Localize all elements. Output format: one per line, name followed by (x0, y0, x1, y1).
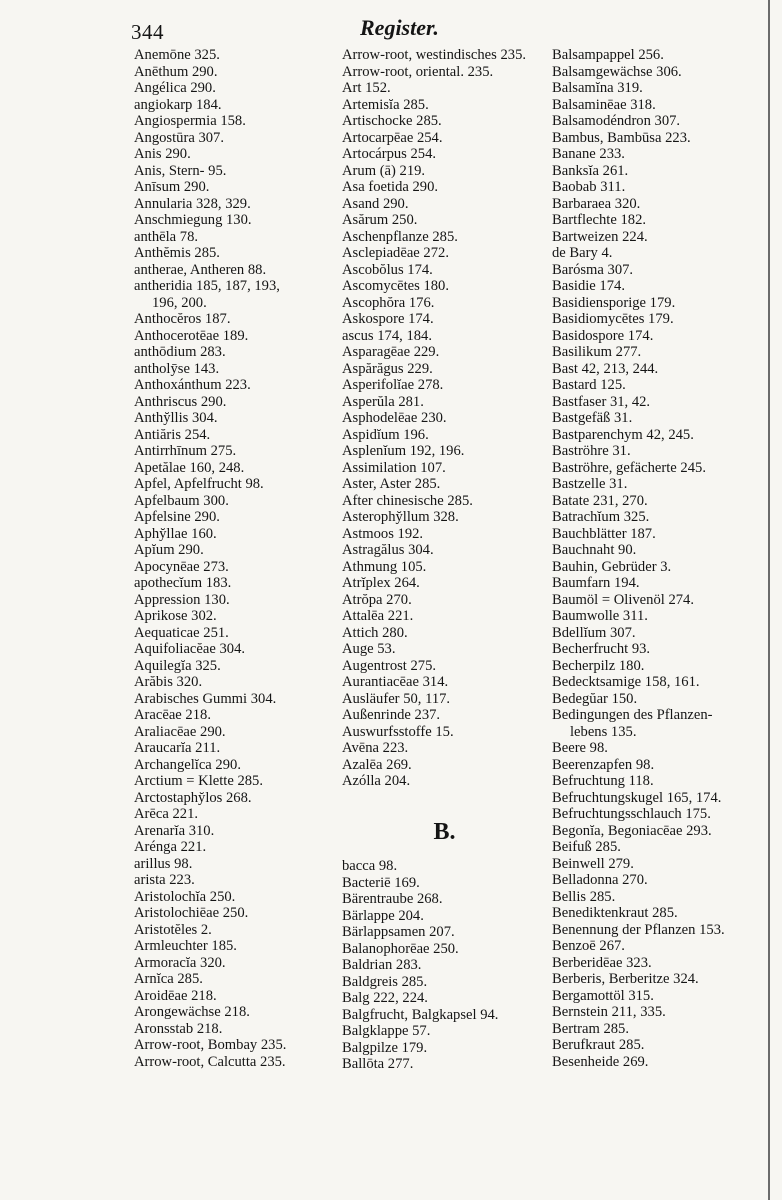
index-entry: Banane 233. (552, 146, 625, 162)
index-entry: Bastparenchym 42, 245. (552, 426, 694, 443)
index-entry: Besenheide 269. (552, 1053, 649, 1070)
index-entry: Balgpilze 179. (342, 1039, 428, 1056)
index-entry: Aspidĭum 196. (342, 426, 429, 443)
index-entry: Balsamodéndron 307. (552, 113, 681, 129)
index-entry: lebens 135. (570, 723, 637, 740)
index-entry: Aspărăgus 229. (342, 360, 433, 377)
index-entry: Asterophy̆llum 328. (342, 509, 459, 525)
index-entry: Befruchtung 118. (552, 773, 654, 789)
index-entry: Asand 290. (342, 195, 409, 212)
index-entry: Artemisĭa 285. (342, 96, 429, 113)
index-entry: arista 223. (134, 872, 195, 888)
index-entry: Bedingungen des Pflanzen- (552, 707, 713, 723)
index-entry: Basidie 174. (552, 278, 625, 294)
index-entry: Bastard 125. (552, 377, 626, 393)
index-entry: Aurantiacēae 314. (342, 674, 449, 690)
index-entry: Aprikose 302. (134, 608, 217, 624)
index-entry: Antirrhīnum 275. (134, 443, 237, 459)
index-entry: Anēthum 290. (134, 63, 218, 80)
index-entry: Appression 130. (134, 591, 230, 608)
entry-gap (342, 790, 547, 807)
index-entry: Arctostaphy̆los 268. (134, 789, 252, 806)
index-entry: Anthoxánthum 223. (134, 377, 251, 393)
index-entry: Baumöl = Olivenöl 274. (552, 591, 694, 608)
index-entry: Bärlappe 204. (342, 907, 424, 924)
index-entry: Bauchnaht 90. (552, 542, 637, 558)
index-entry: Ascophŏra 176. (342, 294, 435, 311)
index-entry: Asperŭla 281. (342, 393, 424, 410)
index-entry: Asplenĭum 192, 196. (342, 443, 465, 459)
index-entry: Baldgreis 285. (342, 973, 428, 990)
index-entry: Basidiensporige 179. (552, 294, 676, 311)
index-entry: Asparagēae 229. (342, 344, 440, 360)
index-entry: Artischocke 285. (342, 113, 442, 129)
index-entry: Antiăris 254. (134, 426, 211, 443)
index-entry: Azalēa 269. (342, 756, 412, 773)
index-entry: Asphodelēae 230. (342, 410, 447, 426)
index-entry: Athmung 105. (342, 558, 427, 575)
index-entry: Arēca 221. (134, 806, 199, 822)
index-entry: Asărum 250. (342, 212, 418, 228)
index-entry: Benediktenkraut 285. (552, 905, 678, 921)
index-entry: Astmoos 192. (342, 525, 424, 542)
index-entry: Anschmiegung 130. (134, 212, 252, 228)
index-entry: Avēna 223. (342, 740, 409, 756)
index-entry: Balsamĭna 319. (552, 80, 643, 96)
index-entry: Basidospore 174. (552, 327, 654, 344)
index-entry: Aronsstab 218. (134, 1020, 223, 1037)
index-entry: Asa foetida 290. (342, 179, 439, 195)
index-entry: Balgfrucht, Balgkapsel 94. (342, 1006, 499, 1023)
index-entry: Attich 280. (342, 624, 408, 641)
index-entry: Berberis, Berberitze 324. (552, 971, 699, 987)
index-entry: Bastgefäß 31. (552, 410, 633, 426)
index-entry: Armleuchter 185. (134, 938, 237, 954)
index-entry: Attalēa 221. (342, 608, 414, 624)
index-entry: Baldrian 283. (342, 957, 422, 973)
index-entry: Beinwell 279. (552, 855, 634, 872)
index-entry: Apfel, Apfelfrucht 98. (134, 476, 264, 492)
index-entry: anthōdium 283. (134, 344, 226, 360)
index-entry: Befruchtungskugel 165, 174. (552, 789, 722, 806)
index-entry: Azólla 204. (342, 773, 411, 789)
index-entry: Arrow-root, oriental. 235. (342, 63, 494, 80)
index-entry: Asclepiadēae 272. (342, 245, 449, 261)
index-entry: Astragălus 304. (342, 542, 434, 558)
index-entry: Benzoē 267. (552, 938, 625, 954)
index-entry: Anthocĕros 187. (134, 311, 231, 327)
index-entry: Becherpilz 180. (552, 657, 645, 674)
index-entry: Bacteriē 169. (342, 874, 420, 891)
index-entry: Bärlappsamen 207. (342, 924, 455, 940)
index-entry: anthēla 78. (134, 228, 199, 245)
index-entry: Araucarĭa 211. (134, 740, 221, 756)
index-entry: Angiospermia 158. (134, 113, 246, 129)
page-number: 344 (131, 20, 164, 44)
index-entry: Benennung der Pflanzen 153. (552, 921, 725, 938)
index-entry: apothecĭum 183. (134, 575, 232, 591)
index-entry: Barbaraea 320. (552, 195, 641, 212)
index-entry: Bdellĭum 307. (552, 624, 636, 641)
index-entry: Apfelsine 290. (134, 509, 220, 525)
index-entry: antheridia 185, 187, 193, (134, 278, 280, 294)
page-edge-line (768, 0, 770, 1200)
index-entry: Aracēae 218. (134, 707, 211, 723)
index-entry: ascus 174, 184. (342, 327, 432, 344)
index-entry: Bast 42, 213, 244. (552, 360, 659, 377)
index-entry: Ballōta 277. (342, 1056, 414, 1072)
index-entry: Bernstein 211, 335. (552, 1004, 666, 1020)
index-entry: Askospore 174. (342, 311, 434, 327)
index-entry: Belladonna 270. (552, 872, 648, 888)
index-entry: Beere 98. (552, 740, 608, 756)
index-entry: Außenrinde 237. (342, 707, 441, 723)
index-entry: Bauchblätter 187. (552, 525, 656, 542)
index-entry: Aristolochiēae 250. (134, 905, 249, 921)
index-entry: Ascobŏlus 174. (342, 261, 433, 278)
index-entry: Apfelbaum 300. (134, 492, 229, 509)
index-entry: Balgklappe 57. (342, 1023, 431, 1039)
index-entry: Becherfrucht 93. (552, 641, 651, 657)
index-entry: arillus 98. (134, 855, 193, 872)
index-entry: Aphy̆llae 160. (134, 525, 217, 542)
index-entry: Balg 222, 224. (342, 990, 428, 1006)
index-entry: After chinesische 285. (342, 492, 473, 509)
index-entry: Berufkraut 285. (552, 1037, 645, 1053)
index-entry: Auswurfsstoffe 15. (342, 723, 454, 740)
index-column-2 (342, 47, 547, 1073)
index-entry: Anthriscus 290. (134, 393, 227, 410)
index-entry: Angostūra 307. (134, 129, 224, 146)
index-entry: Aequaticae 251. (134, 624, 229, 641)
index-entry: bacca 98. (342, 858, 398, 874)
index-entry: Ascomycētes 180. (342, 278, 449, 294)
index-entry: Aquilegĭa 325. (134, 657, 221, 674)
index-entry: Aquifoliacĕae 304. (134, 641, 246, 657)
index-entry: antholȳse 143. (134, 360, 220, 377)
index-entry: Apocynēae 273. (134, 558, 229, 575)
index-entry: antherae, Antheren 88. (134, 261, 267, 278)
index-entry: Balsamgewächse 306. (552, 63, 682, 80)
index-entry: Bauhin, Gebrüder 3. (552, 558, 672, 575)
index-entry: Artocarpēae 254. (342, 129, 443, 146)
index-entry: angiokarp 184. (134, 96, 222, 113)
index-entry: Beifuß 285. (552, 839, 621, 855)
index-entry: Aristolochĭa 250. (134, 888, 236, 905)
index-entry: Baströhre, gefächerte 245. (552, 459, 706, 476)
index-entry: Arctium = Klette 285. (134, 773, 264, 789)
index-entry: Berberidēae 323. (552, 954, 652, 971)
index-entry: Basilikum 277. (552, 344, 642, 360)
index-entry: Aster, Aster 285. (342, 476, 441, 492)
index-entry: Basidiomycētes 179. (552, 311, 674, 327)
index-entry: Arrow-root, westindisches 235. (342, 47, 527, 63)
index-entry: Batrachĭum 325. (552, 509, 650, 525)
index-column-1 (134, 47, 334, 1070)
index-entry: Annularia 328, 329. (134, 195, 251, 212)
index-entry: Arrow-root, Calcutta 235. (134, 1053, 286, 1070)
index-entry: Arenarĭa 310. (134, 822, 215, 839)
index-entry: Auge 53. (342, 641, 396, 657)
index-entry: Baobab 311. (552, 179, 626, 195)
index-entry: Baströhre 31. (552, 443, 631, 459)
index-entry: Atrĭplex 264. (342, 575, 420, 591)
index-entry: Augentrost 275. (342, 657, 437, 674)
index-entry: Archangelĭca 290. (134, 756, 241, 773)
index-entry: Beerenzapfen 98. (552, 756, 655, 773)
index-entry: Bärentraube 268. (342, 891, 443, 907)
index-entry: Asperifolĭae 278. (342, 377, 444, 393)
index-entry: Bartweizen 224. (552, 228, 648, 245)
index-entry: Arum (ā) 219. (342, 162, 426, 179)
section-letter: B. (433, 819, 456, 845)
index-entry: Arnĭca 285. (134, 971, 203, 987)
index-entry: Bastfaser 31, 42. (552, 393, 651, 410)
index-entry: Anthocerotēae 189. (134, 327, 249, 344)
index-entry: Ausläufer 50, 117. (342, 690, 451, 707)
index-entry: Banksĭa 261. (552, 162, 629, 179)
index-entry: Arénga 221. (134, 839, 207, 855)
index-entry: Apĭum 290. (134, 542, 204, 558)
index-entry: Arăbis 320. (134, 674, 203, 690)
index-entry: Assimilation 107. (342, 459, 446, 476)
index-entry: Baumfarn 194. (552, 575, 640, 591)
index-entry: Arongewächse 218. (134, 1004, 250, 1020)
index-entry: Angélica 290. (134, 80, 216, 96)
index-entry: Baumwolle 311. (552, 608, 648, 624)
index-entry: de Bary 4. (552, 245, 613, 261)
index-entry: Artocárpus 254. (342, 146, 437, 162)
index-entry: Befruchtungsschlauch 175. (552, 806, 711, 822)
index-entry: Arrow-root, Bombay 235. (134, 1037, 287, 1053)
index-entry: Bastzelle 31. (552, 476, 628, 492)
index-entry: Aroidēae 218. (134, 987, 217, 1004)
index-entry: Araliacēae 290. (134, 723, 226, 740)
index-entry: Anthĕmis 285. (134, 245, 220, 261)
index-entry: Armoracĭa 320. (134, 954, 226, 971)
index-entry: Balanophorēae 250. (342, 940, 459, 957)
index-entry: Bedegŭar 150. (552, 690, 638, 707)
index-entry: Anīsum 290. (134, 179, 210, 195)
index-entry: 196, 200. (152, 294, 207, 311)
index-entry: Bartflechte 182. (552, 212, 647, 228)
index-entry: Begonĭa, Begoniacēae 293. (552, 822, 712, 839)
index-entry: Bellis 285. (552, 888, 616, 905)
index-entry: Atrŏpa 270. (342, 591, 412, 608)
index-entry: Anemōne 325. (134, 47, 220, 63)
index-entry: Batate 231, 270. (552, 492, 648, 509)
running-head: Register. (360, 15, 439, 40)
index-entry: Anis 290. (134, 146, 191, 162)
index-entry: Anis, Stern- 95. (134, 162, 227, 179)
index-entry: Aschenpflanze 285. (342, 228, 458, 245)
index-entry: Bambus, Bambūsa 223. (552, 129, 691, 146)
index-entry: Balsampappel 256. (552, 47, 664, 63)
index-entry: Barósma 307. (552, 261, 634, 278)
index-entry: Bedecktsamige 158, 161. (552, 674, 700, 690)
index-entry: Apetălae 160, 248. (134, 459, 245, 476)
index-column-3 (552, 47, 777, 1070)
index-entry: Bergamottöl 315. (552, 987, 654, 1004)
index-entry: Arabisches Gummi 304. (134, 690, 277, 707)
index-entry: Aristotĕles 2. (134, 921, 212, 938)
index-entry: Bertram 285. (552, 1020, 630, 1037)
index-entry: Balsaminēae 318. (552, 96, 656, 113)
index-entry: Art 152. (342, 80, 391, 96)
index-entry: Anthy̆llis 304. (134, 410, 218, 426)
